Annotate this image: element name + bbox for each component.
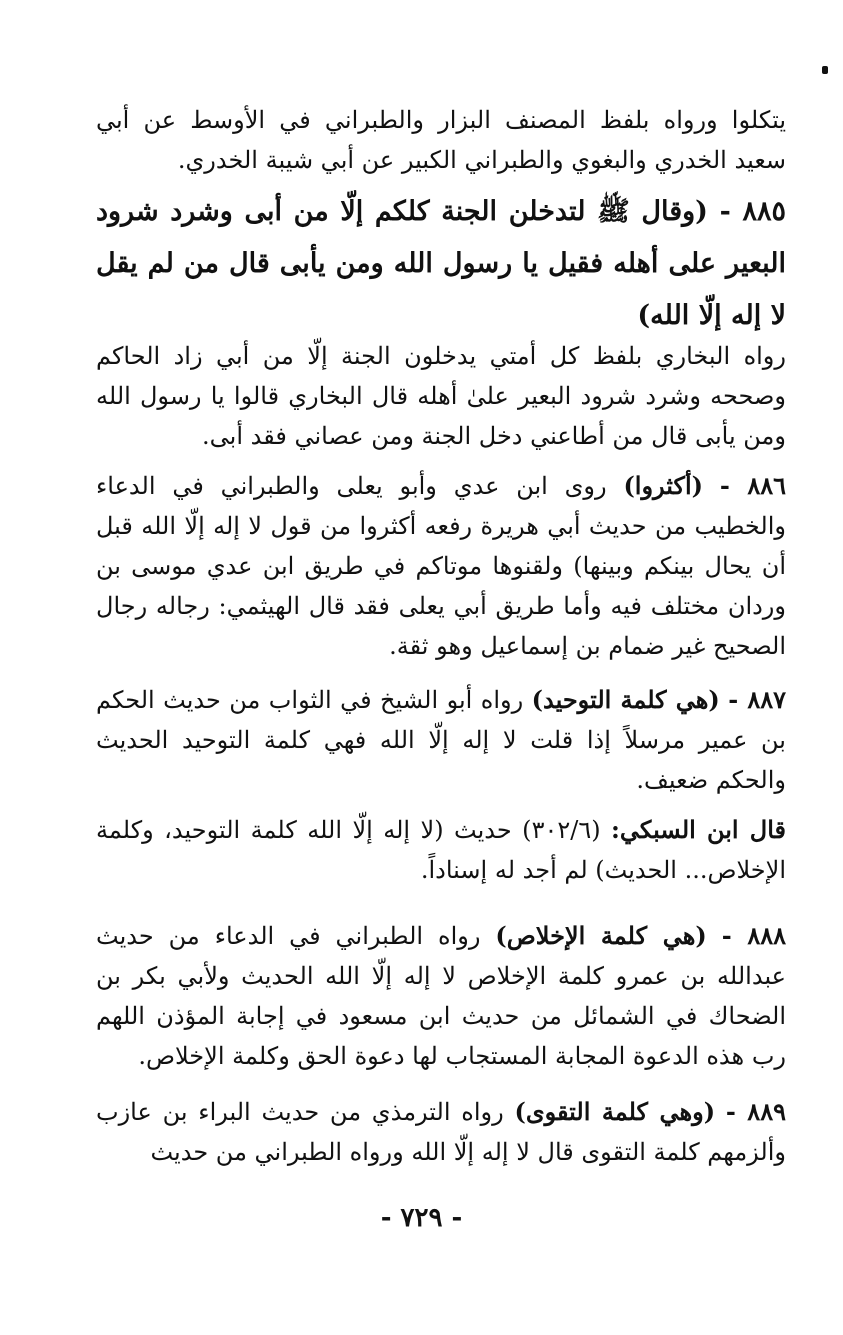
hadith-number: ٨٨٨ - xyxy=(721,921,786,950)
hadith-keyword: (أكثروا) xyxy=(623,471,703,500)
hadith-number: ٨٨٥ - xyxy=(719,196,787,227)
hadith-885-heading xyxy=(96,186,786,342)
hadith-886 xyxy=(96,466,786,666)
scan-speck xyxy=(822,66,828,74)
paragraph-continuation xyxy=(96,100,786,180)
hadith-number: ٨٨٦ - xyxy=(719,471,786,500)
paragraph-text: رواه أبو الشيخ في الثواب من حديث الحكم بن عمير مرسلاً إذا قلت لا إله إلّا الله فهي كلمة التوحيد الحديث والحكم ضعيف. xyxy=(96,686,786,794)
subki-note xyxy=(96,810,786,890)
hadith-keyword: (وهي كلمة التقوى) xyxy=(514,1097,716,1126)
hadith-887 xyxy=(96,680,786,800)
hadith-keyword: (هي كلمة التوحيد) xyxy=(531,685,720,714)
page-number: - ٧٢٩ - xyxy=(380,1203,463,1233)
paragraph-text: رواه الطبراني في الدعاء من حديث عبدالله بن عمرو كلمة الإخلاص لا إله إلّا الله الحديث ولأبي بكر بن الضحاك في الشمائل من حديث ابن مسعود في إجابة المؤذن اللهم رب هذه الدعوة المجابة المستجاب لها دعوة الحق وكلمة الإخلاص. xyxy=(96,922,786,1070)
paragraph-text: روى ابن عدي وأبو يعلى والطبراني في الدعاء والخطيب من حديث أبي هريرة رفعه أكثروا من قول لا إله إلّا الله قبل أن يحال بينكم وبينها) ولقنوها موتاكم في طريق ابن عدي موسى بن وردان مختلف فيه وأما طريق أبي يعلى فقد قال الهيثمي: رجاله رجال الصحيح غير ضمام بن إسماعيل وهو ثقة. xyxy=(96,472,786,660)
hadith-text: (وقال ﷺ لتدخلن الجنة كلكم إلّا من أبى وشرد شرود البعير على أهله فقيل يا رسول الله ومن يأبى قال من لم يقل لا إله إلّا الله) xyxy=(96,196,786,331)
note-author: قال ابن السبكي: xyxy=(611,815,786,844)
hadith-number: ٨٨٧ - xyxy=(728,685,786,714)
paragraph-text: رواه الترمذي من حديث البراء بن عازب وألزمهم كلمة التقوى قال لا إله إلّا الله ورواه الطبراني من حديث xyxy=(96,1098,786,1166)
hadith-keyword: (هي كلمة الإخلاص) xyxy=(495,921,707,950)
hadith-888 xyxy=(96,916,786,1076)
paragraph-text: رواه البخاري بلفظ كل أمتي يدخلون الجنة إلّا من أبي زاد الحاكم وصححه وشرد شرود البعير علىٰ أهله قال البخاري قالوا يا رسول الله ومن يأبى قال من أطاعني دخل الجنة ومن عصاني فقد أبى. xyxy=(96,342,786,450)
paragraph-text: يتكلوا ورواه بلفظ المصنف البزار والطبراني في الأوسط عن أبي سعيد الخدري والبغوي والطبراني الكبير عن أبي شيبة الخدري. xyxy=(96,106,786,174)
hadith-889 xyxy=(96,1092,786,1172)
paragraph-text: (٣٠٢/٦) حديث (لا إله إلّا الله كلمة التوحيد، وكلمة الإخلاص... الحديث) لم أجد له إسناداً. xyxy=(96,816,786,884)
hadith-number: ٨٨٩ - xyxy=(725,1097,786,1126)
hadith-885-commentary xyxy=(96,336,786,456)
